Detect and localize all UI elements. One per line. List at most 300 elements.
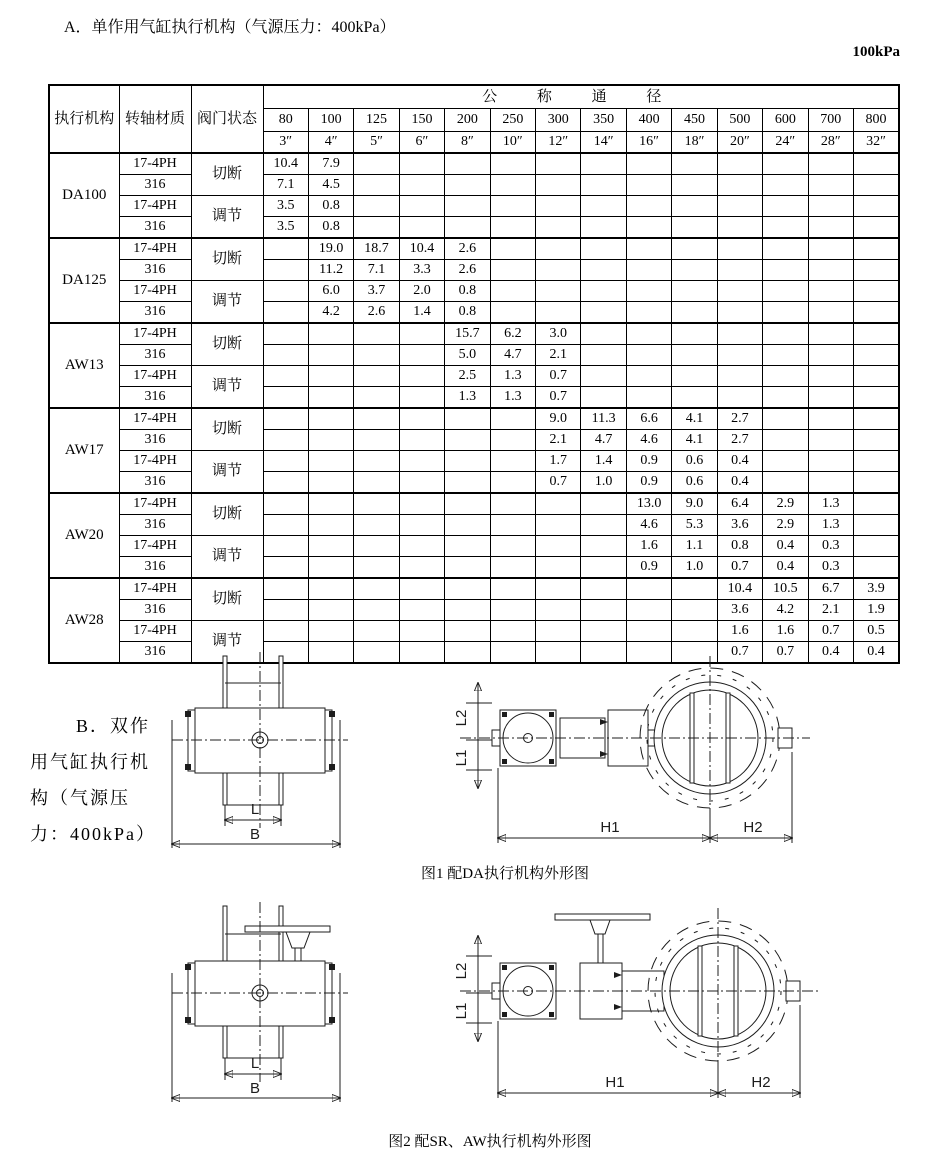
- torque-value-cell: [626, 387, 671, 409]
- torque-value-cell: [763, 345, 808, 366]
- torque-value-cell: 0.7: [763, 642, 808, 664]
- inch-col-header: 8″: [445, 132, 490, 154]
- torque-value-cell: 2.5: [445, 366, 490, 387]
- section-b-line: B．双作: [76, 716, 151, 736]
- valve-state-cell: 切断: [191, 323, 263, 366]
- material-cell: 17-4PH: [119, 408, 191, 430]
- table-row: [49, 621, 899, 642]
- torque-value-cell: [445, 408, 490, 430]
- torque-value-cell: [581, 515, 626, 536]
- dn-col-header: 700: [808, 109, 853, 132]
- torque-value-cell: 0.8: [717, 536, 762, 557]
- torque-value-cell: 2.6: [445, 260, 490, 281]
- torque-value-cell: [399, 515, 444, 536]
- spec-table-header: [49, 85, 899, 153]
- torque-value-cell: [536, 153, 581, 175]
- drawing-segment: [185, 1017, 191, 1023]
- actuator-cell: AW28: [49, 578, 119, 663]
- torque-value-cell: [308, 493, 353, 515]
- figure1-da-outline-drawing: [160, 648, 940, 862]
- torque-value-cell: [536, 493, 581, 515]
- torque-value-cell: [399, 472, 444, 494]
- torque-value-cell: [354, 366, 399, 387]
- torque-value-cell: 3.0: [536, 323, 581, 345]
- table-row: [49, 196, 899, 217]
- torque-value-cell: [399, 175, 444, 196]
- torque-value-cell: [853, 153, 899, 175]
- drawing-segment: [502, 759, 507, 764]
- torque-value-cell: 1.6: [763, 621, 808, 642]
- torque-value-cell: [263, 621, 308, 642]
- table-row: [49, 387, 899, 409]
- torque-value-cell: [808, 345, 853, 366]
- drawing-segment: [549, 759, 554, 764]
- torque-value-cell: [581, 260, 626, 281]
- torque-value-cell: [717, 387, 762, 409]
- table-row: [49, 600, 899, 621]
- torque-value-cell: [763, 153, 808, 175]
- torque-value-cell: 0.8: [308, 196, 353, 217]
- table-row: [49, 366, 899, 387]
- torque-value-cell: [626, 217, 671, 239]
- dim-label-L2: L2: [453, 962, 470, 980]
- torque-value-cell: [808, 260, 853, 281]
- torque-value-cell: [672, 153, 717, 175]
- torque-value-cell: 0.9: [626, 451, 671, 472]
- torque-value-cell: 7.9: [308, 153, 353, 175]
- torque-value-cell: [581, 536, 626, 557]
- torque-value-cell: [853, 196, 899, 217]
- torque-value-cell: [581, 175, 626, 196]
- torque-value-cell: 4.1: [672, 430, 717, 451]
- torque-value-cell: 1.3: [490, 366, 535, 387]
- torque-value-cell: [672, 345, 717, 366]
- torque-value-cell: 2.7: [717, 430, 762, 451]
- table-row: [49, 302, 899, 324]
- material-cell: 17-4PH: [119, 621, 191, 642]
- torque-value-cell: [763, 408, 808, 430]
- torque-value-cell: 2.9: [763, 515, 808, 536]
- torque-value-cell: 3.9: [853, 578, 899, 600]
- torque-value-cell: [853, 175, 899, 196]
- inch-col-header: 3″: [263, 132, 308, 154]
- valve-state-cell: 切断: [191, 153, 263, 196]
- header-state: 阀门状态: [191, 85, 263, 153]
- section-b-line: 力：400kPa）: [30, 824, 156, 844]
- drawing-segment: [502, 712, 507, 717]
- torque-value-cell: [763, 366, 808, 387]
- torque-value-cell: [399, 430, 444, 451]
- torque-value-cell: [763, 260, 808, 281]
- torque-value-cell: [853, 493, 899, 515]
- torque-value-cell: [808, 323, 853, 345]
- actuator-cell: DA100: [49, 153, 119, 238]
- valve-state-cell: 调节: [191, 281, 263, 324]
- torque-value-cell: 0.9: [626, 557, 671, 579]
- torque-value-cell: [626, 175, 671, 196]
- dim-label-H2: H2: [743, 819, 763, 836]
- torque-value-cell: [354, 175, 399, 196]
- torque-value-cell: [672, 600, 717, 621]
- torque-value-cell: [626, 260, 671, 281]
- torque-value-cell: [354, 557, 399, 579]
- torque-value-cell: [399, 345, 444, 366]
- torque-value-cell: [672, 196, 717, 217]
- torque-value-cell: [853, 408, 899, 430]
- torque-value-cell: [490, 578, 535, 600]
- torque-value-cell: [354, 345, 399, 366]
- torque-value-cell: [490, 600, 535, 621]
- drawing-segment: [329, 964, 335, 970]
- torque-value-cell: [581, 345, 626, 366]
- torque-value-cell: [308, 515, 353, 536]
- material-cell: 17-4PH: [119, 153, 191, 175]
- torque-value-cell: [308, 408, 353, 430]
- torque-value-cell: 3.6: [717, 515, 762, 536]
- torque-value-cell: [853, 302, 899, 324]
- inch-col-header: 28″: [808, 132, 853, 154]
- drawing-segment: [185, 764, 191, 770]
- torque-value-cell: [808, 430, 853, 451]
- torque-value-cell: 5.3: [672, 515, 717, 536]
- torque-value-cell: [536, 621, 581, 642]
- material-cell: 17-4PH: [119, 578, 191, 600]
- torque-value-cell: [581, 366, 626, 387]
- actuator-cell: DA125: [49, 238, 119, 323]
- torque-value-cell: [445, 451, 490, 472]
- torque-value-cell: [672, 281, 717, 302]
- torque-value-cell: 10.5: [763, 578, 808, 600]
- material-cell: 17-4PH: [119, 451, 191, 472]
- torque-value-cell: 11.3: [581, 408, 626, 430]
- torque-value-cell: [490, 430, 535, 451]
- inch-col-header: 18″: [672, 132, 717, 154]
- torque-value-cell: [717, 153, 762, 175]
- torque-value-cell: 2.6: [354, 302, 399, 324]
- torque-value-cell: [354, 217, 399, 239]
- torque-value-cell: 0.3: [808, 557, 853, 579]
- torque-value-cell: 1.7: [536, 451, 581, 472]
- torque-value-cell: [763, 387, 808, 409]
- table-row: [49, 260, 899, 281]
- torque-value-cell: [263, 387, 308, 409]
- drawing-segment: [549, 712, 554, 717]
- torque-value-cell: [717, 345, 762, 366]
- torque-value-cell: [763, 302, 808, 324]
- torque-value-cell: [354, 515, 399, 536]
- dn-col-header: 100: [308, 109, 353, 132]
- material-cell: 316: [119, 472, 191, 494]
- torque-value-cell: [263, 536, 308, 557]
- torque-value-cell: 3.7: [354, 281, 399, 302]
- torque-value-cell: [445, 578, 490, 600]
- torque-value-cell: [399, 578, 444, 600]
- torque-value-cell: [354, 408, 399, 430]
- dn-col-header: 500: [717, 109, 762, 132]
- torque-value-cell: [354, 600, 399, 621]
- torque-value-cell: [717, 175, 762, 196]
- torque-value-cell: 0.7: [536, 366, 581, 387]
- torque-value-cell: [308, 430, 353, 451]
- torque-value-cell: [626, 323, 671, 345]
- torque-value-cell: [445, 600, 490, 621]
- torque-value-cell: [581, 323, 626, 345]
- dim-label-L: L: [250, 801, 260, 818]
- torque-value-cell: [263, 578, 308, 600]
- torque-value-cell: [490, 302, 535, 324]
- torque-value-cell: [536, 238, 581, 260]
- torque-value-cell: [399, 153, 444, 175]
- torque-value-cell: [490, 153, 535, 175]
- torque-value-cell: [354, 472, 399, 494]
- torque-value-cell: [308, 366, 353, 387]
- torque-value-cell: [581, 281, 626, 302]
- torque-value-cell: [581, 557, 626, 579]
- torque-value-cell: 0.3: [808, 536, 853, 557]
- torque-value-cell: 0.6: [672, 451, 717, 472]
- torque-value-cell: 6.0: [308, 281, 353, 302]
- table-row: [49, 536, 899, 557]
- actuator-cell: AW17: [49, 408, 119, 493]
- torque-value-cell: [263, 345, 308, 366]
- torque-value-cell: [308, 536, 353, 557]
- torque-value-cell: 3.6: [717, 600, 762, 621]
- drawing-segment: [223, 656, 227, 708]
- torque-value-cell: 6.6: [626, 408, 671, 430]
- dn-col-header: 400: [626, 109, 671, 132]
- material-cell: 17-4PH: [119, 281, 191, 302]
- valve-state-cell: 切断: [191, 493, 263, 536]
- material-cell: 316: [119, 345, 191, 366]
- torque-value-cell: [672, 323, 717, 345]
- torque-value-cell: 7.1: [354, 260, 399, 281]
- dn-col-header: 350: [581, 109, 626, 132]
- fig1-front-view: [172, 652, 348, 848]
- torque-value-cell: [672, 175, 717, 196]
- inch-col-header: 4″: [308, 132, 353, 154]
- torque-value-cell: [445, 515, 490, 536]
- torque-value-cell: [672, 578, 717, 600]
- section-b-line: 用气缸执行机: [30, 752, 150, 772]
- table-row: [49, 175, 899, 196]
- torque-value-cell: [445, 153, 490, 175]
- torque-value-cell: [808, 153, 853, 175]
- torque-value-cell: 0.4: [853, 642, 899, 664]
- torque-value-cell: [308, 345, 353, 366]
- torque-value-cell: [672, 621, 717, 642]
- drawing-segment: [279, 1026, 283, 1058]
- torque-value-cell: [308, 472, 353, 494]
- header-actuator: 执行机构: [49, 85, 119, 153]
- torque-value-cell: [536, 302, 581, 324]
- torque-value-cell: [445, 196, 490, 217]
- material-cell: 316: [119, 430, 191, 451]
- torque-value-cell: [853, 451, 899, 472]
- torque-value-cell: [399, 366, 444, 387]
- torque-value-cell: [717, 302, 762, 324]
- inch-col-header: 16″: [626, 132, 671, 154]
- inch-col-header: 10″: [490, 132, 535, 154]
- material-cell: 316: [119, 302, 191, 324]
- fig1-side-view: [453, 656, 810, 843]
- torque-value-cell: 18.7: [354, 238, 399, 260]
- torque-value-cell: [354, 578, 399, 600]
- torque-value-cell: [445, 557, 490, 579]
- section-a-title: A．单作用气缸执行机构（气源压力：400kPa）: [64, 19, 396, 36]
- torque-value-cell: [490, 515, 535, 536]
- torque-value-cell: [399, 451, 444, 472]
- torque-value-cell: [399, 621, 444, 642]
- table-row: [49, 238, 899, 260]
- torque-value-cell: [853, 366, 899, 387]
- torque-value-cell: 2.7: [717, 408, 762, 430]
- handwheel-hub: [286, 932, 310, 948]
- torque-value-cell: [308, 621, 353, 642]
- drawing-segment: [329, 764, 335, 770]
- drawing-segment: [223, 1026, 227, 1058]
- torque-value-cell: [399, 408, 444, 430]
- dn-col-header: 80: [263, 109, 308, 132]
- torque-value-cell: [672, 217, 717, 239]
- dim-label-H1: H1: [600, 819, 620, 836]
- torque-value-cell: 3.3: [399, 260, 444, 281]
- torque-value-cell: 1.1: [672, 536, 717, 557]
- torque-value-cell: [853, 281, 899, 302]
- torque-value-cell: [399, 536, 444, 557]
- table-row: [49, 281, 899, 302]
- torque-value-cell: [536, 600, 581, 621]
- header-material: 转轴材质: [119, 85, 191, 153]
- torque-value-cell: 0.4: [717, 472, 762, 494]
- torque-value-cell: 2.6: [445, 238, 490, 260]
- torque-value-cell: [626, 621, 671, 642]
- dn-col-header: 250: [490, 109, 535, 132]
- torque-value-cell: 4.1: [672, 408, 717, 430]
- dim-label-L1: L1: [453, 749, 470, 767]
- pressure-unit-note: 100kPa: [852, 44, 900, 60]
- torque-value-cell: [490, 175, 535, 196]
- torque-value-cell: [536, 260, 581, 281]
- torque-value-cell: 0.5: [853, 621, 899, 642]
- torque-value-cell: [808, 196, 853, 217]
- torque-value-cell: 2.1: [536, 345, 581, 366]
- torque-value-cell: [763, 196, 808, 217]
- torque-value-cell: [853, 515, 899, 536]
- inch-col-header: 12″: [536, 132, 581, 154]
- torque-value-cell: [717, 217, 762, 239]
- torque-value-cell: [536, 217, 581, 239]
- torque-value-cell: [581, 578, 626, 600]
- torque-value-cell: [263, 430, 308, 451]
- table-row: [49, 153, 899, 175]
- torque-value-cell: 10.4: [263, 153, 308, 175]
- material-cell: 316: [119, 557, 191, 579]
- inch-col-header: 6″: [399, 132, 444, 154]
- torque-value-cell: [853, 387, 899, 409]
- valve-state-cell: 切断: [191, 408, 263, 451]
- inch-col-header: 5″: [354, 132, 399, 154]
- table-row: [49, 515, 899, 536]
- torque-value-cell: [626, 366, 671, 387]
- torque-value-cell: [626, 578, 671, 600]
- dn-col-header: 450: [672, 109, 717, 132]
- torque-value-cell: 1.9: [853, 600, 899, 621]
- material-cell: 17-4PH: [119, 238, 191, 260]
- handwheel-bar: [245, 926, 330, 932]
- inch-col-header: 24″: [763, 132, 808, 154]
- torque-value-cell: [763, 238, 808, 260]
- torque-value-cell: [717, 323, 762, 345]
- drawing-segment: [279, 656, 283, 708]
- torque-value-cell: [808, 175, 853, 196]
- torque-value-cell: [445, 217, 490, 239]
- torque-value-cell: 15.7: [445, 323, 490, 345]
- table-row: [49, 472, 899, 494]
- dim-label-B: B: [249, 826, 261, 843]
- torque-value-cell: [853, 345, 899, 366]
- torque-value-cell: [763, 217, 808, 239]
- torque-value-cell: 0.4: [717, 451, 762, 472]
- torque-value-cell: 3.5: [263, 196, 308, 217]
- handwheel-bar: [555, 914, 650, 920]
- torque-value-cell: [853, 260, 899, 281]
- header-row: [49, 85, 899, 109]
- torque-value-cell: [808, 366, 853, 387]
- table-row: [49, 578, 899, 600]
- torque-value-cell: 2.9: [763, 493, 808, 515]
- torque-value-cell: [581, 387, 626, 409]
- torque-value-cell: [808, 472, 853, 494]
- torque-value-cell: [853, 323, 899, 345]
- torque-value-cell: [763, 451, 808, 472]
- torque-value-cell: [581, 217, 626, 239]
- torque-value-cell: [263, 408, 308, 430]
- dim-label-B: B: [249, 1080, 261, 1097]
- torque-value-cell: 6.4: [717, 493, 762, 515]
- torque-value-cell: [445, 430, 490, 451]
- torque-value-cell: [763, 281, 808, 302]
- torque-value-cell: 0.7: [717, 557, 762, 579]
- material-cell: 316: [119, 260, 191, 281]
- torque-value-cell: 13.0: [626, 493, 671, 515]
- torque-value-cell: [354, 536, 399, 557]
- torque-value-cell: 2.1: [536, 430, 581, 451]
- torque-value-cell: 0.4: [763, 557, 808, 579]
- torque-value-cell: 1.4: [399, 302, 444, 324]
- dn-col-header: 800: [853, 109, 899, 132]
- table-row: [49, 345, 899, 366]
- material-cell: 17-4PH: [119, 366, 191, 387]
- torque-value-cell: [808, 238, 853, 260]
- torque-value-cell: [354, 493, 399, 515]
- torque-value-cell: [581, 302, 626, 324]
- torque-value-cell: 9.0: [672, 493, 717, 515]
- valve-state-cell: 切断: [191, 578, 263, 621]
- torque-value-cell: [853, 536, 899, 557]
- torque-value-cell: 4.2: [308, 302, 353, 324]
- drawing-segment: [549, 965, 554, 970]
- dn-col-header: 300: [536, 109, 581, 132]
- material-cell: 316: [119, 217, 191, 239]
- torque-value-cell: [672, 387, 717, 409]
- torque-value-cell: [354, 153, 399, 175]
- torque-value-cell: [626, 600, 671, 621]
- torque-value-cell: [490, 557, 535, 579]
- torque-value-cell: [626, 281, 671, 302]
- torque-value-cell: 0.4: [763, 536, 808, 557]
- material-cell: 316: [119, 175, 191, 196]
- torque-value-cell: 0.8: [445, 281, 490, 302]
